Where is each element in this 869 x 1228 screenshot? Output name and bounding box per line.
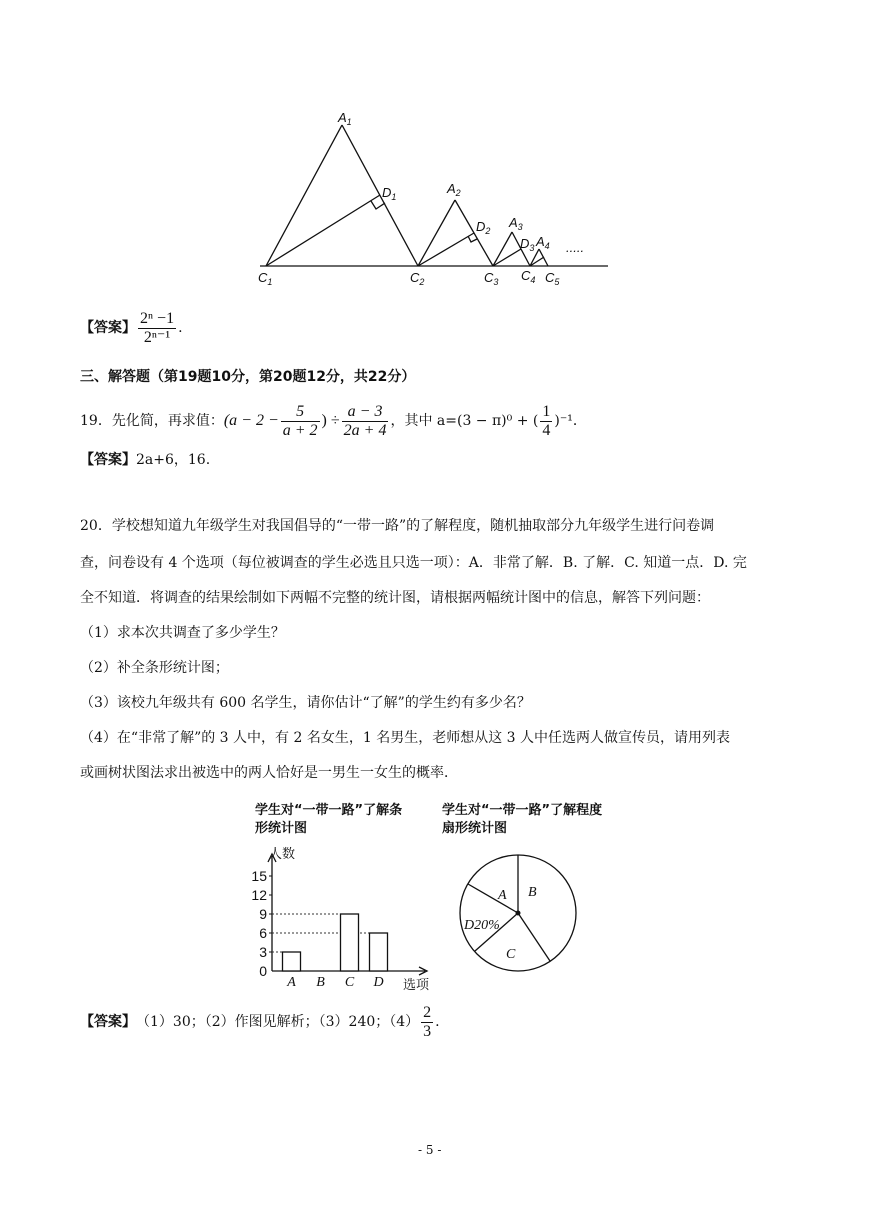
category-label-D: D	[373, 975, 384, 990]
q19-f1-den: a + 2	[282, 421, 318, 439]
q19-f3-num: 1	[542, 402, 551, 420]
y-tick-label-9: 9	[259, 906, 267, 922]
q20-line-3: 全不知道．将调查的结果绘制如下两幅不完整的统计图，请根据两幅统计图中的信息，解答下列问题：	[80, 590, 710, 606]
label-D2: $D_2$	[476, 219, 491, 236]
answer-19	[80, 450, 210, 470]
answer-tail: .	[178, 320, 183, 336]
answer-19-value: 2a+6，16.	[136, 452, 211, 468]
q20-line-1: 20．学校想知道九年级学生对我国倡导的“一带一路”的了解程度，随机抽取部分九年级学生进行问卷调	[80, 518, 715, 534]
pie-divider-cb	[518, 913, 550, 961]
fraction-numerator: 2ⁿ −1	[140, 309, 175, 327]
pie-divider-ad	[468, 884, 518, 913]
label-C4: $C_4$	[521, 268, 536, 285]
pie-chart-title-2: 扇形统计图	[442, 821, 508, 836]
answer-fraction	[138, 310, 176, 347]
q19-f1-num: 5	[281, 403, 320, 422]
bar-C	[341, 914, 359, 971]
label-C5: $C_5$	[545, 270, 560, 287]
bar-chart-categories	[286, 975, 383, 990]
y-tick-label-15: 15	[251, 868, 267, 884]
category-label-B: B	[316, 975, 325, 990]
label-C1: $C_1$	[258, 270, 273, 287]
q20-line-2: 查，问卷设有 4 个选项（每位被调查的学生必选且只选一项）：A．非常了解．B. 了解．C. 知道一点．D. 完	[80, 555, 747, 571]
q20-sub-5: 或画树状图法求出被选中的两人恰好是一男生一女生的概率．	[80, 765, 458, 781]
y-tick-label-0: 0	[259, 963, 267, 979]
q19-condition-tail: )⁻¹．	[554, 413, 587, 429]
bar-chart-title-1: 学生对“一带一路”了解条	[255, 803, 403, 818]
page-number: - 5 -	[418, 1143, 442, 1157]
section-heading: 三、解答题（第19题10分，第20题12分，共22分）	[80, 369, 416, 385]
bar-chart-title-2: 形统计图	[255, 821, 308, 836]
label-A3: $A_3$	[509, 215, 523, 232]
label-A2: $A_2$	[447, 181, 461, 198]
geometry-figure	[250, 105, 620, 290]
q19-fraction-1	[281, 403, 320, 440]
label-D3: $D_3$	[520, 236, 535, 253]
q19-prefix: 19．先化简，再求值：	[80, 413, 224, 429]
pie-chart	[438, 796, 638, 996]
bar-chart-ylabel: 人数	[269, 847, 296, 862]
q19-condition: ，其中 a=(3 − π)⁰ + (	[390, 413, 539, 429]
q19-expr-open: (a − 2 −	[223, 412, 279, 429]
bar-chart	[245, 796, 445, 996]
q20-sub-2: （2）补全条形统计图；	[80, 660, 229, 676]
q19-expr-mid: ) ÷	[321, 412, 340, 429]
answer-label: 【答案】	[80, 320, 136, 336]
answer-20-tail: .	[435, 1014, 440, 1030]
answer-20-text: （1）30；（2）作图见解析；（3）240；（4）	[136, 1014, 420, 1030]
answer-20-fraction	[421, 1004, 433, 1041]
y-tick-label-3: 3	[259, 944, 267, 960]
fraction-denominator: 2ⁿ⁻¹	[143, 328, 171, 346]
answer-label: 【答案】	[80, 1014, 136, 1030]
pie-center	[516, 911, 521, 916]
q19-f2-num: a − 3	[342, 403, 389, 422]
q19-fraction-2	[342, 403, 389, 440]
fraction-denominator: 3	[423, 1022, 432, 1040]
label-C2: $C_2$	[410, 270, 425, 287]
q20-sub-4: （4）在“非常了解”的 3 人中，有 2 名女生，1 名男生，老师想从这 3 人中任选两人做宣传员，请用列表	[80, 730, 730, 746]
y-tick-label-12: 12	[251, 887, 267, 903]
bar-D	[370, 933, 388, 971]
category-label-A: A	[287, 975, 296, 990]
answer-18	[80, 306, 183, 350]
label-C3: $C_3$	[484, 270, 499, 287]
answer-20	[80, 1000, 440, 1044]
ellipsis: .....	[566, 240, 585, 255]
q20-sub-1: （1）求本次共调查了多少学生？	[80, 625, 285, 641]
label-A1: $A_1$	[338, 110, 352, 127]
fraction-numerator: 2	[423, 1003, 432, 1021]
pie-chart-title-1: 学生对“一带一路”了解程度	[442, 803, 603, 818]
bar-A	[283, 952, 301, 971]
q19-f2-den: 2a + 4	[343, 421, 387, 439]
bar-chart-y-ticks	[251, 868, 272, 979]
q19-fraction-3	[540, 403, 552, 440]
label-A4: $A_4$	[536, 234, 550, 251]
pie-slice-a-label: A	[498, 888, 507, 903]
question-19	[80, 398, 587, 444]
pie-slice-b-label: B	[528, 885, 537, 900]
answer-label: 【答案】	[80, 452, 136, 468]
bar-chart-xlabel: 选项	[403, 978, 430, 993]
category-label-C: C	[344, 975, 355, 990]
label-D1: $D_1$	[382, 185, 397, 202]
bar-chart-bars	[283, 914, 388, 971]
y-tick-label-6: 6	[259, 925, 267, 941]
q20-sub-3: （3）该校九年级共有 600 名学生，请你估计“了解”的学生约有多少名？	[80, 695, 531, 711]
pie-slice-c-label: C	[506, 947, 516, 962]
q19-f3-den: 4	[542, 421, 551, 439]
pie-slice-d-label: D20%	[464, 918, 500, 933]
